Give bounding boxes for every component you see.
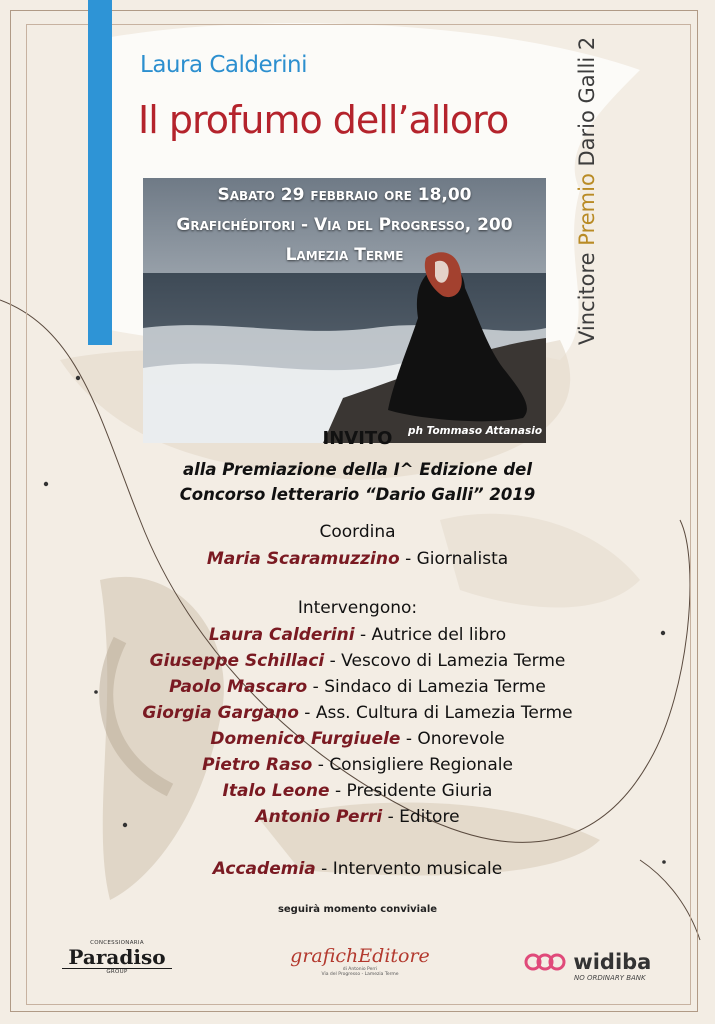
widiba-logo-text: widiba: [573, 950, 652, 974]
widiba-mark-icon: [524, 952, 566, 972]
music-line: [0, 856, 715, 882]
speaker-name: Domenico Furgiuele: [210, 729, 401, 749]
event-city: Lamezia Terme: [285, 245, 404, 265]
graficheditore-logo: [290, 945, 430, 977]
speaker-name: Laura Calderini: [208, 625, 355, 645]
invito-heading: INVITO: [322, 428, 393, 449]
music-name: Accademia: [212, 859, 316, 879]
list-item: [0, 622, 715, 648]
paradiso-logo-main: Paradiso: [62, 946, 172, 969]
coordina-label: Coordina: [319, 522, 396, 542]
speaker-name: Italo Leone: [222, 781, 330, 801]
speaker-role: - Editore: [382, 807, 460, 827]
author-name: Laura Calderini: [140, 52, 307, 78]
paradiso-logo-top: CONCESSIONARIA: [90, 940, 144, 946]
speaker-name: Giuseppe Schillaci: [149, 651, 325, 671]
widiba-logo-main: [524, 950, 674, 974]
graficheditore-logo-main: grafichEditore: [290, 945, 430, 967]
blue-accent-bar: [88, 0, 112, 345]
vertical-caption-suffix: Dario Galli 2: [575, 36, 599, 174]
list-item: [0, 752, 715, 778]
speaker-role: - Ass. Cultura di Lamezia Terme: [298, 703, 573, 723]
speaker-role: - Autrice del libro: [354, 625, 507, 645]
speaker-name: Antonio Perri: [255, 807, 383, 827]
photo-credit: ph Tommaso Attanasio: [408, 425, 543, 437]
award-line-1: alla Premiazione della I^ Edizione del: [182, 460, 533, 479]
award-line-2: Concorso letterario “Dario Galli” 2019: [179, 485, 536, 504]
vertical-caption-prefix: Vincitore: [575, 245, 599, 345]
speaker-role: - Onorevole: [400, 729, 505, 749]
coordinator: [0, 546, 715, 572]
widiba-logo: [524, 950, 674, 982]
speaker-list: [0, 622, 715, 830]
list-item: [0, 726, 715, 752]
paradiso-logo: [62, 940, 172, 975]
speaker-role: - Consigliere Regionale: [312, 755, 513, 775]
grafichediore-logo-address: Via del Progresso - Lamezia Terme: [321, 972, 399, 977]
vertical-award-caption: [575, 36, 599, 345]
speaker-name: Giorgia Gargano: [142, 703, 299, 723]
list-item: [0, 648, 715, 674]
event-details: [143, 180, 546, 270]
vertical-caption-highlight: Premio: [575, 173, 599, 246]
intervengono-label: Intervengono:: [297, 598, 418, 618]
speaker-name: Paolo Mascaro: [169, 677, 308, 697]
coordinator-name: Maria Scaramuzzino: [206, 549, 400, 569]
paradiso-logo-group: GROUP: [106, 969, 128, 975]
music-role: - Intervento musicale: [315, 859, 503, 879]
award-description: [0, 457, 715, 507]
list-item: [0, 778, 715, 804]
event-date: Sabato 29 febbraio ore 18,00: [217, 185, 472, 205]
graficheditore-logo-sub: di Antonio Perri: [342, 967, 378, 972]
list-item: [0, 700, 715, 726]
speaker-role: - Presidente Giuria: [329, 781, 493, 801]
event-venue: Grafichéditori - Via del Progresso, 200: [176, 215, 513, 235]
speaker-role: - Vescovo di Lamezia Terme: [324, 651, 566, 671]
widiba-logo-tagline: NO ORDINARY BANK: [574, 974, 646, 982]
speaker-role: - Sindaco di Lamezia Terme: [307, 677, 546, 697]
closing-note: seguirà momento conviviale: [277, 904, 438, 915]
list-item: [0, 804, 715, 830]
coordinator-role: - Giornalista: [399, 549, 509, 569]
list-item: [0, 674, 715, 700]
book-title: Il profumo dell’alloro: [138, 98, 509, 142]
speaker-name: Pietro Raso: [202, 755, 313, 775]
